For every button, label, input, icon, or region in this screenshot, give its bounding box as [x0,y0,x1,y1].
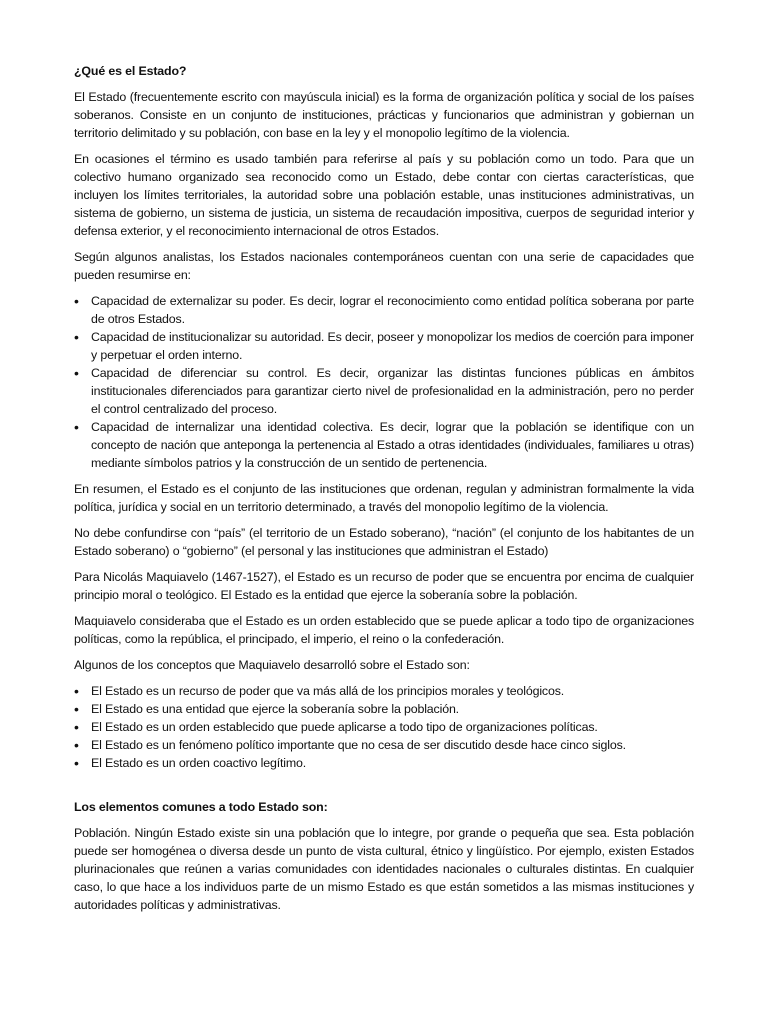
paragraph-concepts-intro: Algunos de los conceptos que Maquiavelo desarrolló sobre el Estado son: [74,658,470,672]
paragraph-population: Población. Ningún Estado existe sin una población que lo integre, por grande o pequeña que sea. Esta población puede ser homogénea o diversa desde un punto de vista cultural, étnico y lingüístico. Por ejemplo, existen Estados plurinacionales que reúnen a varias comunidades con identidades nacionales o culturales distintas. En cualquier caso, lo que hace a los individuos parte de un mismo Estado es que están sometidos a las mismas instituciones y autoridades políticas y administrativas. [74,826,694,912]
list-item: • El Estado es un orden establecido que puede aplicarse a todo tipo de organizaciones políticas. [74,718,694,736]
paragraph-maquiavelo-order: Maquiavelo consideraba que el Estado es un orden establecido que se puede aplicar a todo tipo de organizaciones políticas, como la república, el principado, el imperio, el reino o la confederación. [74,614,694,646]
paragraph-distinction: No debe confundirse con “país” (el territorio de un Estado soberano), “nación” (el conjunto de los habitantes de un Estado soberano) o “gobierno” (el personal y las instituciones que administran el Estado) [74,526,694,558]
list-item: • Capacidad de diferenciar su control. Es decir, organizar las distintas funciones públicas en ámbitos institucionales diferenciados para garantizar cierto nivel de profesionalidad en la administración, pero no perder el control centralizado del proceso. [74,364,694,418]
list-item: • El Estado es un fenómeno político importante que no cesa de ser discutido desde hace cinco siglos. [74,736,694,754]
list-item: • El Estado es un orden coactivo legítimo. [74,754,694,772]
document-page [74,62,694,922]
paragraph-characteristics: En ocasiones el término es usado también para referirse al país y su población como un todo. Para que un colectivo humano organizado sea reconocido como un Estado, debe contar con ciertas características, que incluyen los límites territoriales, la autoridad sobre una población estable, unas instituciones administrativas, un sistema de gobierno, un sistema de justicia, un sistema de recaudación impositiva, cuerpos de seguridad interior y defensa exterior, y el reconocimiento internacional de otros Estados. [74,152,694,238]
list-item: • El Estado es una entidad que ejerce la soberanía sobre la población. [74,700,694,718]
section-heading-elements: Los elementos comunes a todo Estado son: [74,800,328,814]
concepts-list [74,682,694,772]
paragraph-maquiavelo: Para Nicolás Maquiavelo (1467-1527), el Estado es un recurso de poder que se encuentra por encima de cualquier principio moral o teológico. El Estado es la entidad que ejerce la soberanía sobre la población. [74,570,694,602]
paragraph-definition: El Estado (frecuentemente escrito con mayúscula inicial) es la forma de organización política y social de los países soberanos. Consiste en un conjunto de instituciones, prácticas y funcionarios que administran y gobiernan un territorio delimitado y su población, con base en la ley y el monopolio legítimo de la violencia. [74,90,694,140]
paragraph-capacities-intro: Según algunos analistas, los Estados nacionales contemporáneos cuentan con una serie de capacidades que pueden resumirse en: [74,250,694,282]
list-item: • Capacidad de institucionalizar su autoridad. Es decir, poseer y monopolizar los medios de coerción para imponer y perpetuar el orden interno. [74,328,694,364]
list-item: • El Estado es un recurso de poder que va más allá de los principios morales y teológicos. [74,682,694,700]
document-title: ¿Qué es el Estado? [74,64,187,78]
paragraph-summary: En resumen, el Estado es el conjunto de las instituciones que ordenan, regulan y administran formalmente la vida política, jurídica y social en un territorio determinado, a través del monopolio legítimo de la violencia. [74,482,694,514]
list-item: • Capacidad de internalizar una identidad colectiva. Es decir, lograr que la población se identifique con un concepto de nación que anteponga la pertenencia al Estado a otras identidades (individuales, familiares u otras) mediante símbolos patrios y la construcción de un sentido de pertenencia. [74,418,694,472]
list-item: • Capacidad de externalizar su poder. Es decir, lograr el reconocimiento como entidad política soberana por parte de otros Estados. [74,292,694,328]
capacities-list [74,292,694,472]
